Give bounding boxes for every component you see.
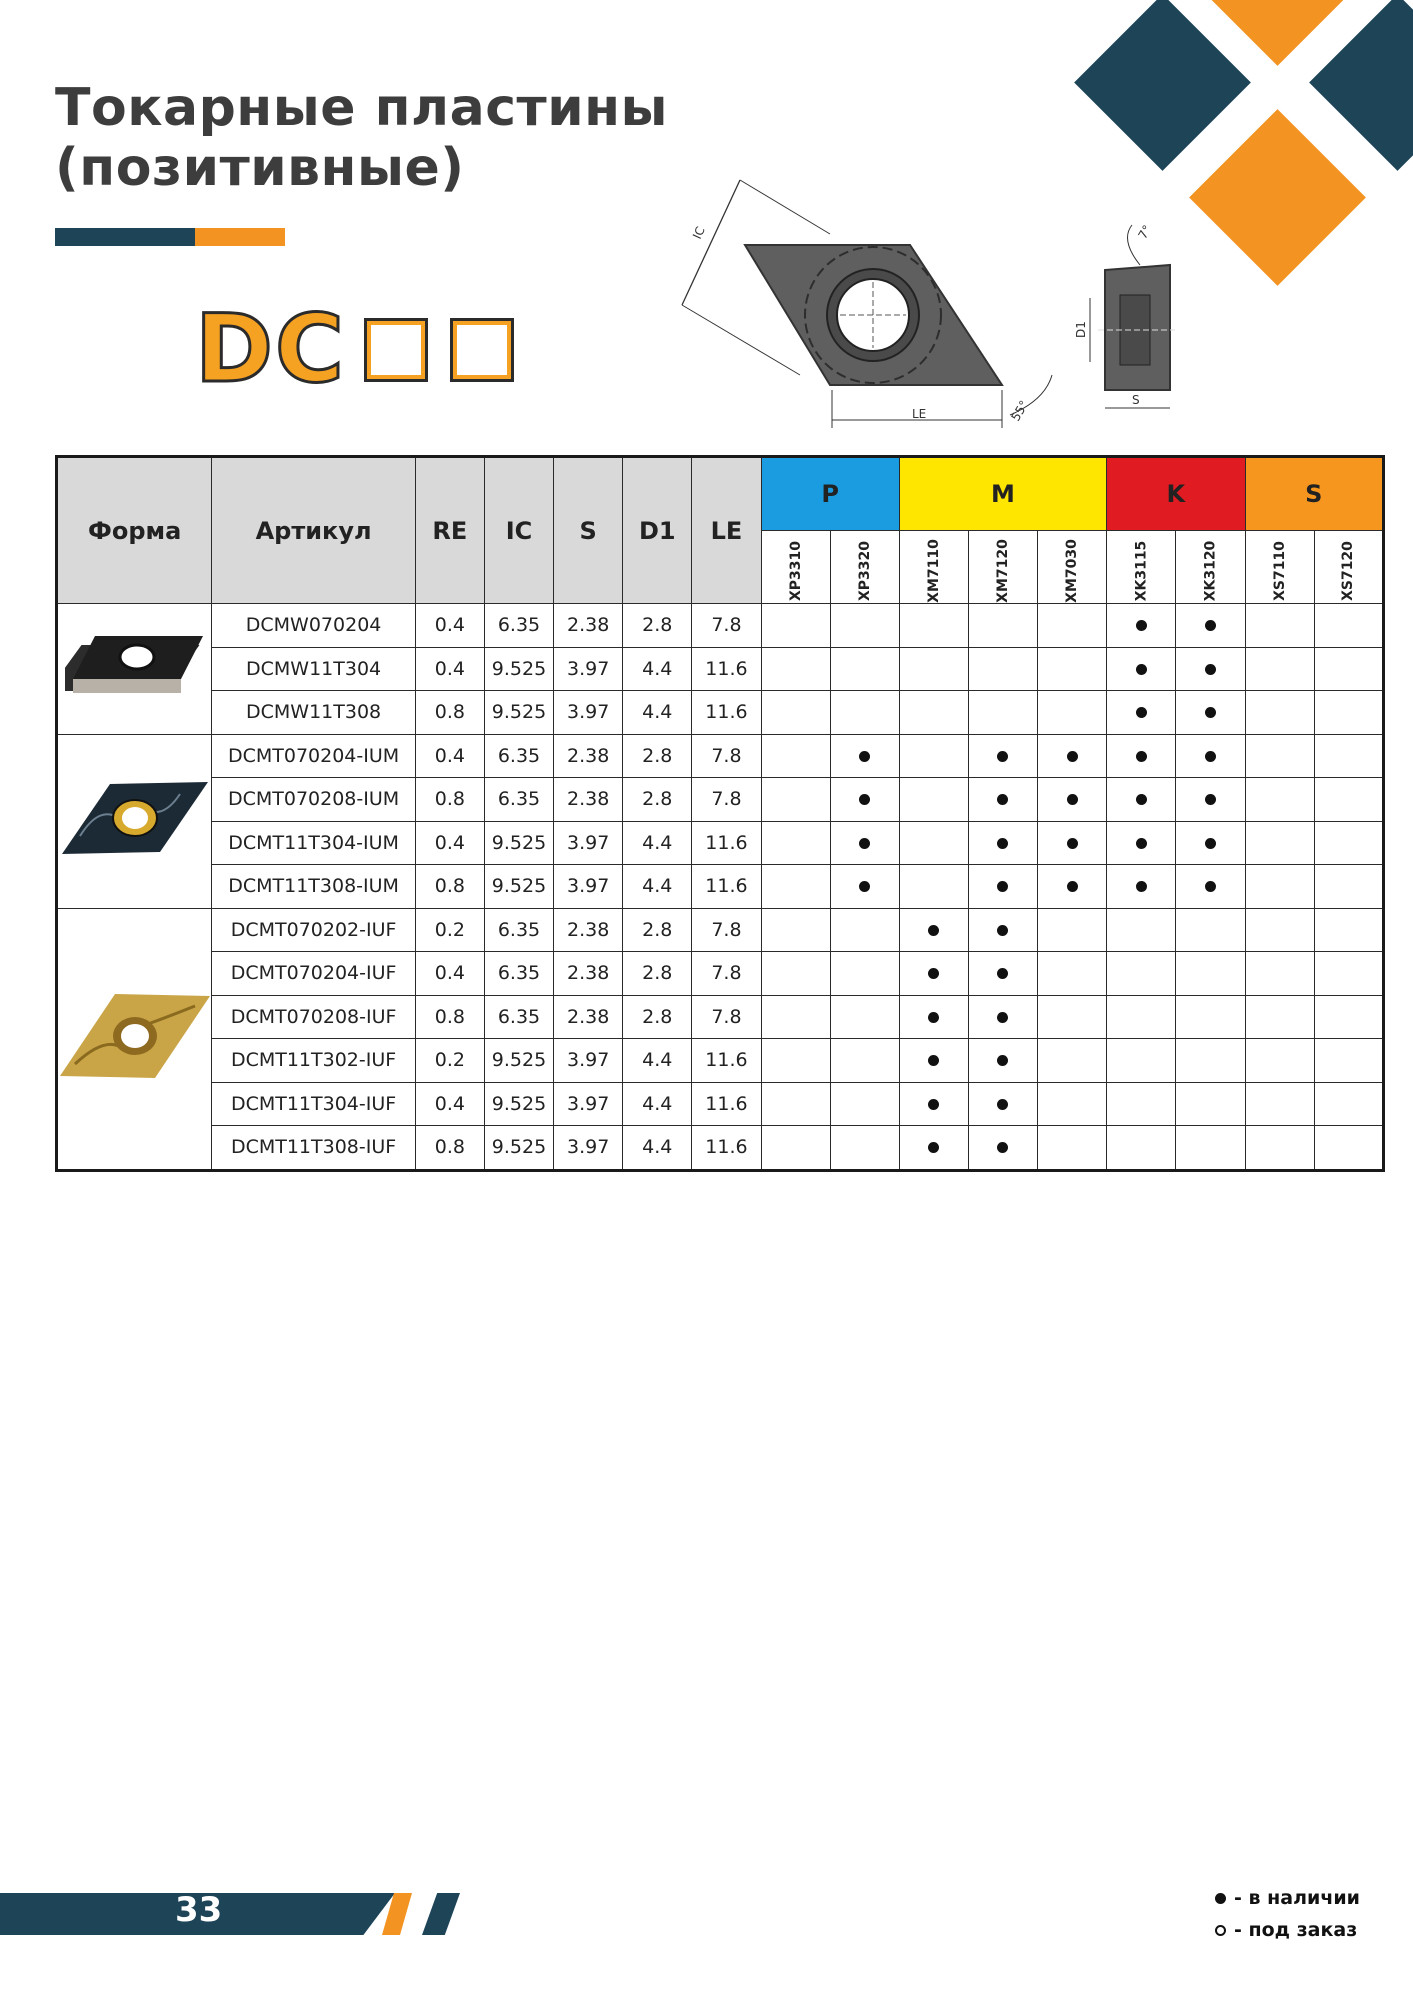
col-header-article: Артикул [212,457,415,604]
availability-cell [968,734,1037,778]
availability-cell [1038,865,1107,909]
availability-cell [899,1039,968,1083]
in-stock-dot-icon [1136,794,1147,805]
availability-cell [968,821,1037,865]
table-row [57,778,1384,822]
table-row [57,821,1384,865]
availability-cell [1038,1126,1107,1171]
availability-cell [1038,778,1107,822]
availability-cell [830,995,899,1039]
cell-d1: 4.4 [623,691,692,735]
filled-dot-icon [1215,1893,1226,1904]
cell-le: 7.8 [692,952,761,996]
dc-logo-text: DC [195,295,347,404]
cell-s: 2.38 [554,778,623,822]
availability-cell [1107,778,1176,822]
in-stock-dot-icon [1205,881,1216,892]
page-title [55,78,668,198]
availability-cell [1314,1039,1383,1083]
availability-cell [1176,1082,1245,1126]
insert-spec-table [55,455,1385,1172]
availability-cell [761,865,830,909]
cell-re: 0.4 [415,734,484,778]
legend-on-order: - под заказ [1215,1914,1360,1946]
s-dim-label: S [1132,393,1140,407]
availability-cell [830,604,899,648]
availability-cell [1314,865,1383,909]
group-header-s: S [1245,457,1384,531]
table-row [57,952,1384,996]
grade-header: XM7030 [1038,531,1107,604]
cell-re: 0.8 [415,995,484,1039]
availability-cell [968,908,1037,952]
availability-cell [761,1039,830,1083]
availability-cell [830,1082,899,1126]
cell-ic: 9.525 [484,821,553,865]
in-stock-dot-icon [928,1055,939,1066]
cell-d1: 2.8 [623,604,692,648]
availability-cell [1107,1082,1176,1126]
in-stock-dot-icon [997,968,1008,979]
dcmt-ium-insert-image [57,734,212,908]
legend-in-stock: - в наличии [1215,1882,1360,1914]
availability-cell [1176,821,1245,865]
availability-cell [830,778,899,822]
availability-cell [1245,778,1314,822]
in-stock-dot-icon [928,968,939,979]
cell-re: 0.2 [415,908,484,952]
in-stock-dot-icon [928,1012,939,1023]
cell-s: 3.97 [554,691,623,735]
availability-cell [1245,1126,1314,1171]
cell-re: 0.8 [415,865,484,909]
availability-cell [761,908,830,952]
page-title-line1: Токарные пластины [55,78,669,138]
availability-cell [1245,604,1314,648]
availability-cell [968,647,1037,691]
cell-re: 0.4 [415,952,484,996]
availability-cell [1038,604,1107,648]
availability-cell [968,778,1037,822]
availability-cell [1245,691,1314,735]
availability-cell [1038,908,1107,952]
cell-s: 3.97 [554,1039,623,1083]
in-stock-dot-icon [997,925,1008,936]
cell-ic: 6.35 [484,908,553,952]
availability-cell [899,734,968,778]
cell-le: 7.8 [692,604,761,648]
cell-s: 2.38 [554,952,623,996]
availability-cell [1314,995,1383,1039]
table-row [57,1126,1384,1171]
page-title-line2: (позитивные) [55,138,465,198]
availability-cell [830,952,899,996]
cell-article: DCMW11T304 [212,647,415,691]
cell-article: DCMT11T304-IUF [212,1082,415,1126]
dc-logo-placeholder-box-2 [450,318,514,382]
cell-d1: 2.8 [623,995,692,1039]
in-stock-dot-icon [1205,664,1216,675]
in-stock-dot-icon [928,1142,939,1153]
availability-cell [1176,734,1245,778]
availability-cell [968,1082,1037,1126]
cell-s: 3.97 [554,1082,623,1126]
availability-cell [899,647,968,691]
availability-cell [1107,647,1176,691]
cell-article: DCMT070204-IUM [212,734,415,778]
in-stock-dot-icon [1205,751,1216,762]
cell-article: DCMW070204 [212,604,415,648]
table-row [57,908,1384,952]
in-stock-dot-icon [1205,794,1216,805]
dcmt-iuf-gold-insert-image [57,908,212,1170]
cell-re: 0.4 [415,647,484,691]
in-stock-dot-icon [1067,838,1078,849]
availability-cell [830,1039,899,1083]
in-stock-dot-icon [1136,707,1147,718]
availability-cell [899,604,968,648]
grade-header: XS7110 [1245,531,1314,604]
grade-header: XK3120 [1176,531,1245,604]
availability-cell [830,647,899,691]
cell-d1: 4.4 [623,647,692,691]
insert-technical-drawing [680,170,1200,445]
cell-ic: 9.525 [484,1126,553,1171]
cell-le: 7.8 [692,995,761,1039]
availability-cell [899,865,968,909]
table-row [57,1039,1384,1083]
cell-d1: 4.4 [623,821,692,865]
in-stock-dot-icon [1136,881,1147,892]
col-header-shape: Форма [57,457,212,604]
col-header-s: S [554,457,623,604]
availability-cell [1038,691,1107,735]
cell-ic: 6.35 [484,734,553,778]
cell-article: DCMT070202-IUF [212,908,415,952]
availability-cell [899,952,968,996]
in-stock-dot-icon [1067,881,1078,892]
in-stock-dot-icon [997,838,1008,849]
availability-cell [968,1039,1037,1083]
availability-cell [1038,647,1107,691]
in-stock-dot-icon [859,794,870,805]
cell-d1: 2.8 [623,778,692,822]
table-row [57,995,1384,1039]
availability-cell [1038,1039,1107,1083]
availability-cell [1038,734,1107,778]
in-stock-dot-icon [997,794,1008,805]
cell-s: 2.38 [554,734,623,778]
cell-le: 11.6 [692,821,761,865]
decor-diamond-dark-left [1074,0,1251,171]
availability-cell [1176,778,1245,822]
availability-cell [830,821,899,865]
availability-cell [1176,1126,1245,1171]
in-stock-dot-icon [997,881,1008,892]
cell-article: DCMW11T308 [212,691,415,735]
availability-cell [899,691,968,735]
in-stock-dot-icon [1136,664,1147,675]
availability-cell [1107,952,1176,996]
availability-cell [1314,691,1383,735]
table-row [57,604,1384,648]
cell-le: 11.6 [692,1039,761,1083]
in-stock-dot-icon [859,881,870,892]
availability-legend [1215,1882,1360,1946]
availability-cell [761,647,830,691]
group-header-m: M [899,457,1106,531]
decor-diamond-dark-right [1309,0,1413,171]
cell-s: 3.97 [554,647,623,691]
cell-re: 0.4 [415,604,484,648]
cell-re: 0.8 [415,1126,484,1171]
availability-cell [1107,908,1176,952]
availability-cell [1314,734,1383,778]
cell-re: 0.8 [415,691,484,735]
title-underline-orange [195,228,285,246]
availability-cell [1176,604,1245,648]
availability-cell [1107,1126,1176,1171]
in-stock-dot-icon [1136,838,1147,849]
cell-article: DCMT070204-IUF [212,952,415,996]
cell-re: 0.4 [415,1082,484,1126]
cell-ic: 6.35 [484,778,553,822]
dc-logo-placeholder-box-1 [364,318,428,382]
availability-cell [1176,865,1245,909]
availability-cell [1038,995,1107,1039]
availability-cell [1107,821,1176,865]
availability-cell [1245,734,1314,778]
cell-s: 3.97 [554,1126,623,1171]
cell-s: 3.97 [554,821,623,865]
cell-ic: 6.35 [484,604,553,648]
hollow-dot-icon [1215,1925,1226,1936]
cell-le: 7.8 [692,908,761,952]
availability-cell [1245,865,1314,909]
dc-series-logo [195,295,514,404]
availability-cell [899,995,968,1039]
availability-cell [761,604,830,648]
cell-d1: 4.4 [623,1082,692,1126]
in-stock-dot-icon [1136,620,1147,631]
cell-s: 2.38 [554,995,623,1039]
availability-cell [1314,604,1383,648]
angle-7-label: 7° [1135,222,1155,242]
cell-ic: 9.525 [484,1039,553,1083]
cell-re: 0.4 [415,821,484,865]
availability-cell [1038,821,1107,865]
availability-cell [1107,865,1176,909]
cell-le: 11.6 [692,691,761,735]
cell-ic: 9.525 [484,865,553,909]
grade-header: XP3310 [761,531,830,604]
availability-cell [1314,952,1383,996]
table-row [57,865,1384,909]
availability-cell [1245,952,1314,996]
in-stock-dot-icon [997,1012,1008,1023]
in-stock-dot-icon [997,1142,1008,1153]
grade-header: XS7120 [1314,531,1383,604]
cell-article: DCMT070208-IUF [212,995,415,1039]
col-header-le: LE [692,457,761,604]
title-underline-dark [55,228,195,246]
in-stock-dot-icon [928,925,939,936]
availability-cell [761,778,830,822]
in-stock-dot-icon [859,751,870,762]
d1-dim-label: D1 [1074,321,1088,338]
grade-header: XK3115 [1107,531,1176,604]
cell-s: 2.38 [554,908,623,952]
cell-article: DCMT11T304-IUM [212,821,415,865]
table-row [57,1082,1384,1126]
availability-cell [1245,995,1314,1039]
page-number: 33 [175,1890,223,1930]
in-stock-dot-icon [1205,838,1216,849]
cell-le: 11.6 [692,1082,761,1126]
cell-article: DCMT11T308-IUM [212,865,415,909]
availability-cell [830,908,899,952]
availability-cell [761,691,830,735]
col-header-ic: IC [484,457,553,604]
cell-le: 7.8 [692,778,761,822]
col-header-d1: D1 [623,457,692,604]
availability-cell [1038,1082,1107,1126]
decor-diamond-orange-bottom [1189,109,1366,286]
table-row [57,734,1384,778]
cell-ic: 9.525 [484,647,553,691]
availability-cell [830,691,899,735]
availability-cell [1176,952,1245,996]
cell-re: 0.2 [415,1039,484,1083]
cell-ic: 6.35 [484,952,553,996]
cell-d1: 2.8 [623,734,692,778]
availability-cell [1176,691,1245,735]
availability-cell [899,778,968,822]
footer-stripe-dark [422,1893,460,1935]
group-header-k: K [1107,457,1245,531]
table-row [57,647,1384,691]
col-header-re: RE [415,457,484,604]
cell-s: 2.38 [554,604,623,648]
availability-cell [761,734,830,778]
availability-cell [761,821,830,865]
availability-cell [830,865,899,909]
cell-ic: 6.35 [484,995,553,1039]
le-dim-label: LE [912,407,927,421]
table-body [57,604,1384,1171]
availability-cell [1038,952,1107,996]
availability-cell [1107,604,1176,648]
cell-re: 0.8 [415,778,484,822]
availability-cell [1314,647,1383,691]
in-stock-dot-icon [1067,794,1078,805]
cell-le: 11.6 [692,865,761,909]
availability-cell [968,865,1037,909]
table-row [57,691,1384,735]
cell-le: 11.6 [692,1126,761,1171]
availability-cell [1176,995,1245,1039]
availability-cell [1245,908,1314,952]
cell-le: 7.8 [692,734,761,778]
availability-cell [1314,778,1383,822]
availability-cell [899,1082,968,1126]
cell-le: 11.6 [692,647,761,691]
in-stock-dot-icon [1136,751,1147,762]
dcmw-black-insert-image [57,604,212,735]
cell-s: 3.97 [554,865,623,909]
availability-cell [830,1126,899,1171]
availability-cell [1245,1082,1314,1126]
cell-article: DCMT070208-IUM [212,778,415,822]
availability-cell [1107,995,1176,1039]
ic-dim-label: IC [690,224,708,242]
availability-cell [968,1126,1037,1171]
availability-cell [899,908,968,952]
availability-cell [968,691,1037,735]
group-header-p: P [761,457,899,531]
cell-d1: 4.4 [623,1039,692,1083]
availability-cell [1107,691,1176,735]
availability-cell [968,995,1037,1039]
availability-cell [761,1082,830,1126]
cell-article: DCMT11T302-IUF [212,1039,415,1083]
availability-cell [1314,1082,1383,1126]
availability-cell [761,952,830,996]
availability-cell [1314,1126,1383,1171]
in-stock-dot-icon [1205,620,1216,631]
in-stock-dot-icon [1205,707,1216,718]
availability-cell [1107,1039,1176,1083]
in-stock-dot-icon [997,1099,1008,1110]
in-stock-dot-icon [997,1055,1008,1066]
availability-cell [830,734,899,778]
in-stock-dot-icon [928,1099,939,1110]
in-stock-dot-icon [997,751,1008,762]
cell-d1: 2.8 [623,908,692,952]
availability-cell [1107,734,1176,778]
grade-header: XP3320 [830,531,899,604]
in-stock-dot-icon [859,838,870,849]
cell-article: DCMT11T308-IUF [212,1126,415,1171]
in-stock-dot-icon [1067,751,1078,762]
cell-ic: 9.525 [484,1082,553,1126]
cell-ic: 9.525 [484,691,553,735]
table-header-row-groups [57,457,1384,531]
availability-cell [899,821,968,865]
availability-cell [1245,647,1314,691]
availability-cell [1176,1039,1245,1083]
availability-cell [1314,908,1383,952]
cell-d1: 4.4 [623,1126,692,1171]
grade-header: XM7120 [968,531,1037,604]
availability-cell [761,995,830,1039]
availability-cell [1245,821,1314,865]
availability-cell [968,604,1037,648]
availability-cell [1245,1039,1314,1083]
cell-d1: 2.8 [623,952,692,996]
availability-cell [761,1126,830,1171]
availability-cell [1314,821,1383,865]
availability-cell [1176,908,1245,952]
grade-header: XM7110 [899,531,968,604]
availability-cell [1176,647,1245,691]
availability-cell [968,952,1037,996]
angle-55-label: 55° [1008,398,1032,424]
availability-cell [899,1126,968,1171]
cell-d1: 4.4 [623,865,692,909]
